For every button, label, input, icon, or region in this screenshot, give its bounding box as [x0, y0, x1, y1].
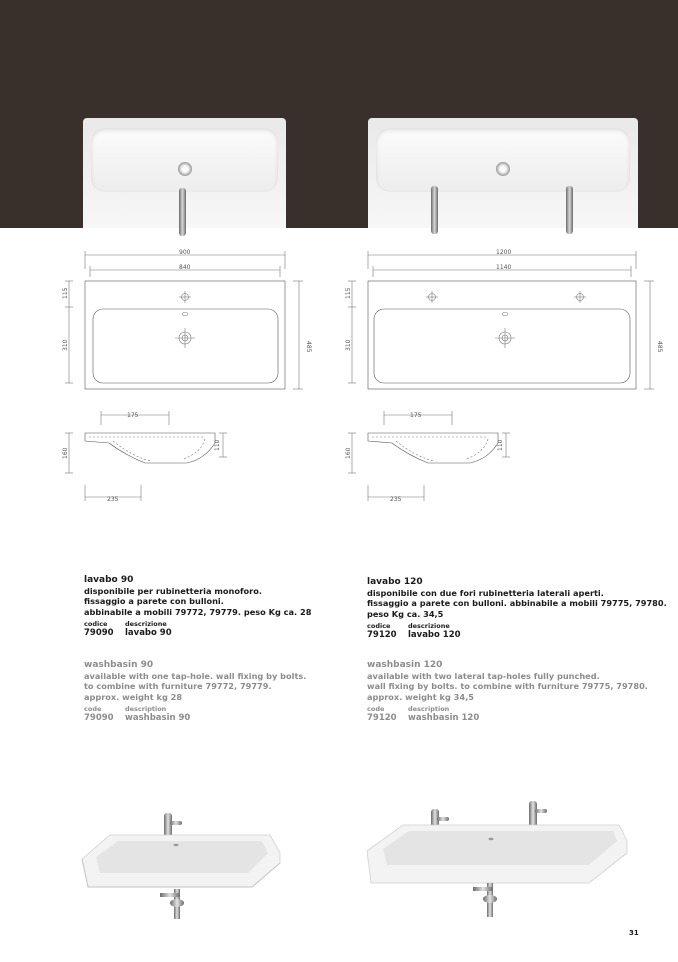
product-description-line: fissaggio a parete con bulloni. abbinabile a mobili 79775, 79780. [367, 598, 667, 608]
dim-top-depth: 115 [345, 287, 352, 299]
dim-top-depth: 115 [62, 287, 69, 299]
dim-basin-depth: 310 [345, 339, 352, 351]
product-description-line: fissaggio a parete con bulloni. [84, 596, 224, 606]
dim-side-height: 110 [214, 439, 221, 451]
product-info-it-90 [84, 575, 311, 639]
dim-basin-depth: 310 [62, 339, 69, 351]
dim-side-bottom: 235 [107, 496, 119, 503]
code-value: 79120 [367, 713, 397, 723]
dim-inner-width: 840 [179, 264, 191, 271]
product-description-line: available with two lateral tap-holes fully punched. [367, 670, 600, 681]
technical-drawing-90 [55, 245, 325, 505]
product-title: lavabo 120 [367, 577, 423, 587]
code-value: 79120 [367, 630, 397, 640]
dim-total-depth: 485 [305, 341, 312, 353]
product-title: washbasin 120 [367, 660, 443, 670]
product-description-line: disponibile con due fori rubinetteria laterali aperti. [367, 587, 604, 598]
description-header: description [408, 705, 450, 713]
code-table [84, 620, 311, 639]
product-description-line: abbinabile a mobili 79772, 79779. peso Kg ca. 28 [84, 606, 312, 617]
description-header: descrizione [125, 620, 167, 628]
code-table [367, 622, 667, 641]
code-header: code [367, 705, 385, 713]
description-value: washbasin 90 [125, 713, 191, 723]
code-table [84, 705, 306, 724]
code-header: code [84, 705, 102, 713]
basin-photo-120 [368, 118, 638, 228]
code-header: codice [367, 622, 391, 630]
product-description-line: wall fixing by bolts. to combine with furniture 79775, 79780. [367, 681, 648, 691]
product-info-it-120 [367, 577, 667, 641]
product-description-line: to combine with furniture 79772, 79779. [84, 681, 272, 691]
description-value: washbasin 120 [408, 713, 480, 723]
product-photo-120 [363, 795, 631, 925]
dim-height: 160 [345, 447, 352, 459]
product-title: washbasin 90 [84, 660, 154, 670]
code-table [367, 705, 648, 724]
dim-total-width: 900 [179, 249, 191, 256]
dim-side-top: 175 [410, 412, 422, 419]
description-value: lavabo 120 [408, 630, 461, 640]
product-description-line: approx. weight kg 34,5 [367, 691, 474, 702]
dim-side-bottom: 235 [390, 496, 402, 503]
code-value: 79090 [84, 628, 114, 638]
description-value: lavabo 90 [125, 628, 172, 638]
product-photo-90 [80, 805, 290, 925]
dim-side-height: 110 [497, 439, 504, 451]
dim-total-width: 1200 [496, 249, 512, 256]
dim-side-top: 175 [127, 412, 139, 419]
product-description-line: available with one tap-hole. wall fixing by bolts. [84, 670, 307, 681]
dim-height: 160 [62, 447, 69, 459]
technical-drawing-120 [338, 245, 668, 505]
product-info-en-120 [367, 660, 648, 724]
basin-photo-90 [83, 118, 286, 228]
dim-inner-width: 1140 [496, 264, 512, 271]
product-description-line: peso Kg ca. 34,5 [367, 608, 444, 619]
product-title: lavabo 90 [84, 575, 134, 585]
product-description-line: disponibile per rubinetteria monoforo. [84, 585, 262, 596]
product-description-line: approx. weight kg 28 [84, 691, 183, 702]
code-header: codice [84, 620, 108, 628]
page-number: 31 [629, 929, 639, 937]
dim-total-depth: 485 [656, 341, 663, 353]
code-value: 79090 [84, 713, 114, 723]
product-info-en-90 [84, 660, 306, 724]
description-header: description [125, 705, 167, 713]
description-header: descrizione [408, 622, 450, 630]
